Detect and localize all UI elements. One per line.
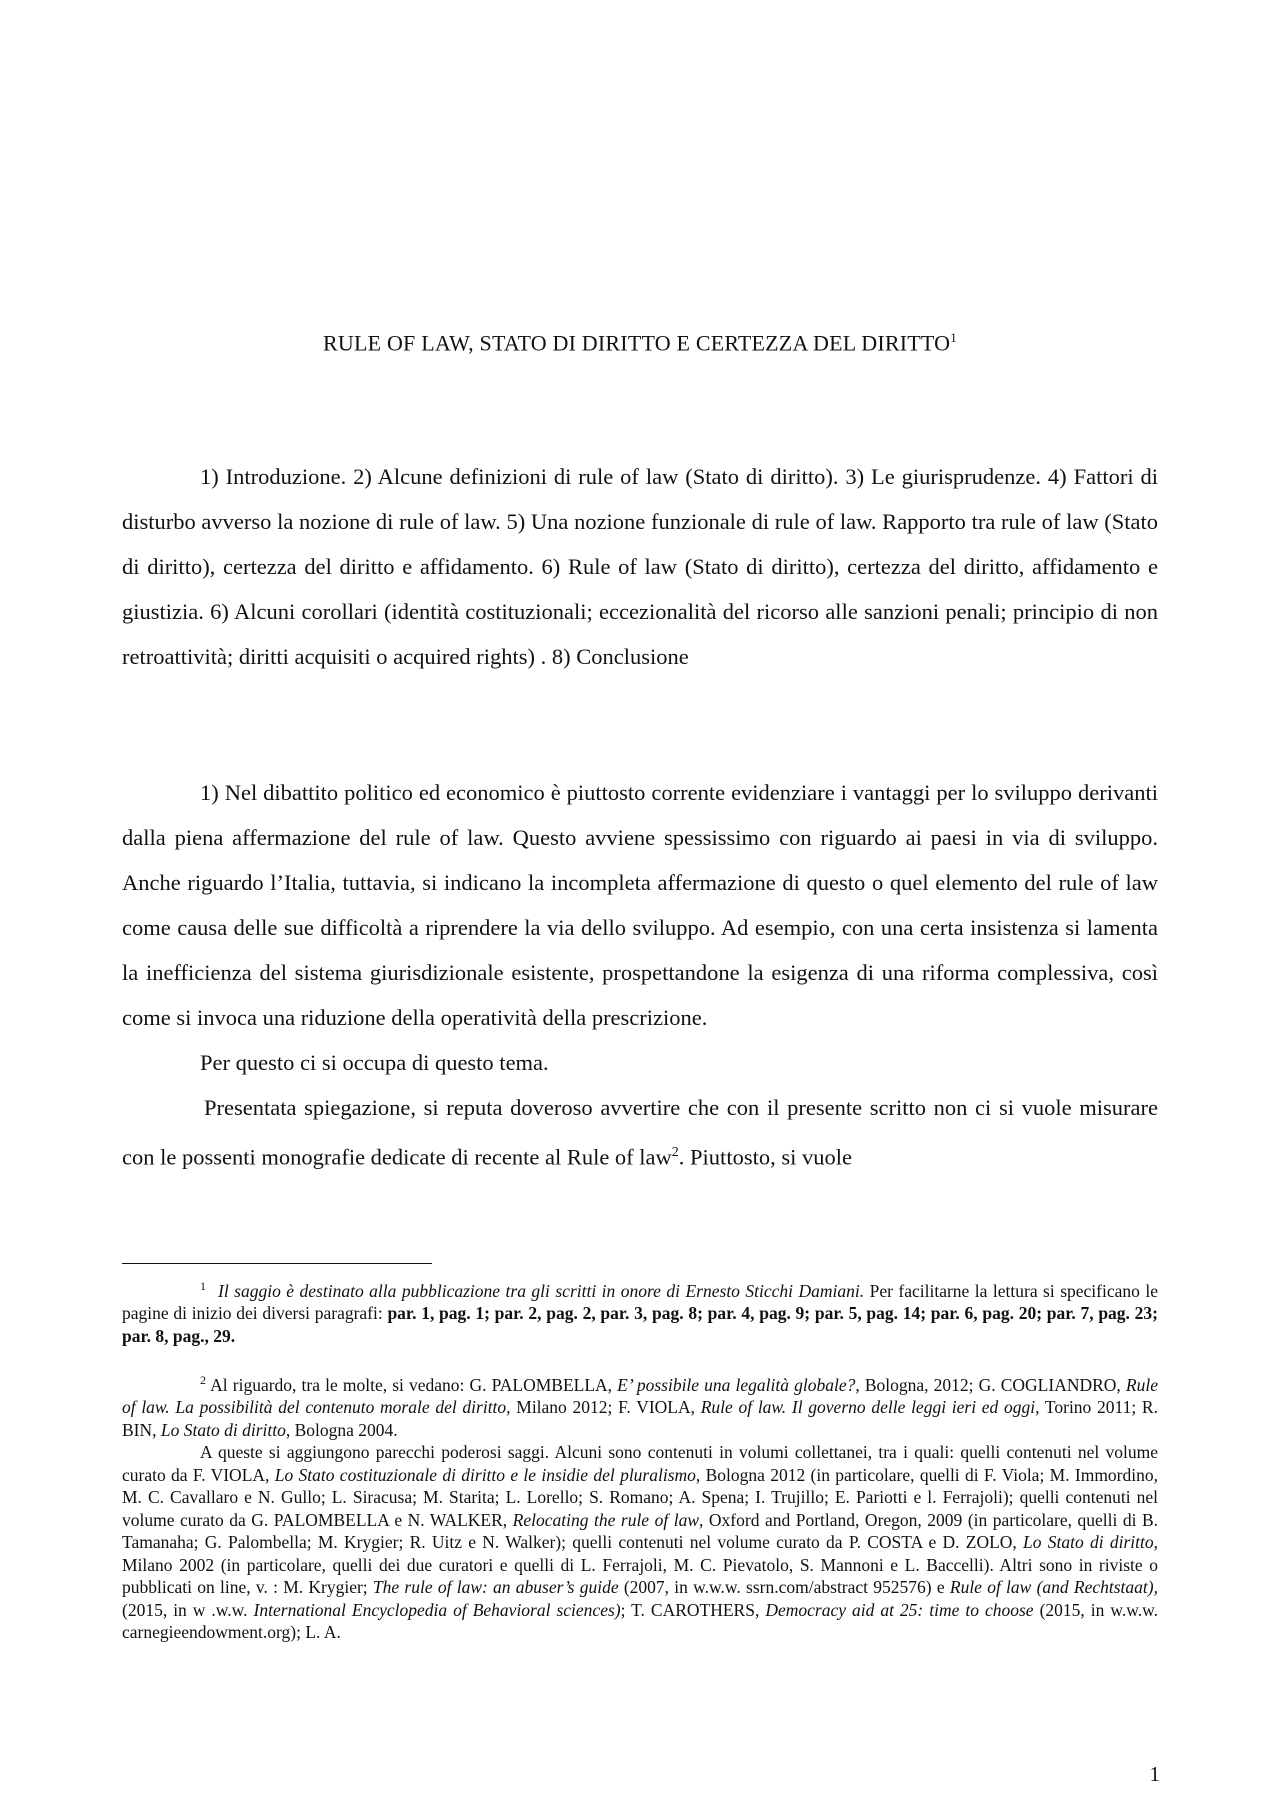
- fn2-title: International Encyclopedia of Behavioral sciences): [253, 1599, 621, 1620]
- footnote-1-text: Per facilitarne la lettura si specificano le pagine di inizio dei diversi paragrafi:: [122, 1280, 1158, 1324]
- fn2-title: Rule of law. La possibilità del contenuto morale del diritto,: [122, 1374, 1158, 1418]
- fn2-text: Milano 2002 (in particolare, quelli dei due curatori e quelli di L. Ferrajoli, M. C. Pievatolo, S. Mannoni e L. Baccelli). Altri sono in riviste o pubblicati on line, v. : M. Krygier;: [122, 1554, 1158, 1598]
- fn2-text: , Torino 2011; R. BIN,: [122, 1397, 1158, 1440]
- footnote-1-page-index: par. 1, pag. 1; par. 2, pag. 2, par. 3, pag. 8; par. 4, pag. 9; par. 5, pag. 14; par. 6, pag. 20; par. 7, pag. 23; par. 8, pag., 29.: [122, 1303, 1158, 1346]
- fn2-text: , Oxford and Portland, Oregon, 2009 (in particolare, quelli di B. Tamanaha; G. Palombella; M. Krygier; R. Uitz e N. Walker); quelli contenuti nel volume curato da P. COSTA e D. ZOLO,: [122, 1509, 1159, 1553]
- fn2-text: ; T. CAROTHERS,: [620, 1599, 766, 1620]
- fn2-text: , Bologna, 2012; G. COGLIANDRO,: [855, 1374, 1126, 1395]
- footnote-1-italic: Il saggio è destinato alla pubblicazione tra gli scritti in onore di Ernesto Sticchi Damiani.: [218, 1280, 865, 1301]
- document-title: [0, 330, 1280, 356]
- fn2-text: (2015, in w.w.w. carnegieendowment.org); L. A.: [122, 1599, 1158, 1643]
- footnote-1-mark: 1: [200, 1279, 206, 1293]
- paragraph-3: [122, 1085, 1158, 1180]
- summary-paragraph: 1) Introduzione. 2) Alcune definizioni di rule of law (Stato di diritto). 3) Le giurisprudenze. 4) Fattori di disturbo avverso la nozione di rule of law. 5) Una nozione funzionale di rule of law. Rapporto tra rule of law (Stato di diritto), certezza del diritto e affidamento. 6) Rule of law (Stato di diritto), certezza del diritto, affidamento e giustizia. 6) Alcuni corollari (identità costituzionali; eccezionalità del ricorso alle sanzioni penali; principio di non retroattività; diritti acquisiti o acquired rights) . 8) Conclusione: [122, 464, 1158, 669]
- fn2-text: , Bologna 2004.: [285, 1419, 398, 1440]
- fn2-title: Democracy aid at 25: time to choose: [765, 1599, 1034, 1620]
- fn2-text: Milano 2012; F. VIOLA,: [510, 1397, 701, 1418]
- fn2-title: Lo Stato costituzionale di diritto e le insidie del pluralismo: [274, 1464, 696, 1485]
- fn2-text: , Bologna 2012 (in particolare, quelli di F. Viola; M. Immordino, M. C. Cavallaro e N. Gullo; L. Siracusa; M. Starita; L. Lorello; S. Romano; A. Spena; I. Trujillo; E. Pariotti e l. Ferrajoli); quelli contenuti nel volume curato da G. PALOMBELLA e N. WALKER,: [122, 1464, 1159, 1530]
- table-of-contents-summary: [122, 454, 1158, 679]
- fn2-text: (2015, in w .w.w.: [122, 1599, 254, 1620]
- fn2-title: E’ possibile una legalità globale?: [617, 1374, 856, 1395]
- fn2-text: Al riguardo, tra le molte, si vedano: G. PALOMBELLA,: [210, 1374, 618, 1395]
- footnote-2-mark: 2: [200, 1373, 206, 1387]
- fn2-title: The rule of law: an abuser’s guide: [372, 1577, 619, 1598]
- paragraph-3-text: Presentata spiegazione, si reputa doveroso avvertire che con il presente scritto non ci si vuole misurare con le possenti monografie dedicate di recente al Rule of law: [122, 1095, 1158, 1170]
- fn2-title: Relocating the rule of law: [512, 1509, 700, 1530]
- fn2-text: A queste si aggiungono parecchi poderosi saggi. Alcuni sono contenuti in volumi collettanei, tra i quali: quelli contenuti nel volume curato da F. VIOLA,: [122, 1442, 1158, 1485]
- section-1-body: [122, 770, 1158, 1180]
- footnote-ref-1[interactable]: 1: [950, 330, 957, 345]
- page-number: 1: [1149, 1762, 1160, 1786]
- paragraph-1: 1) Nel dibattito politico ed economico è piuttosto corrente evidenziare i vantaggi per lo sviluppo derivanti dalla piena affermazione del rule of law. Questo avviene spessissimo con riguardo ai paesi in via di sviluppo. Anche riguardo l’Italia, tuttavia, si indicano la incompleta affermazione di questo o quel elemento del rule of law come causa delle sue difficoltà a riprendere la via dello sviluppo. Ad esempio, con una certa insistenza si lamenta la inefficienza del sistema giurisdizionale esistente, prospettandone la esigenza di una riforma complessiva, così come si invoca una riduzione della operatività della prescrizione.: [122, 780, 1158, 1030]
- paragraph-3-tail: . Piuttosto, si vuole: [678, 1144, 852, 1170]
- footnote-2: [122, 1369, 1158, 1644]
- footnote-1: [122, 1275, 1158, 1347]
- footnote-separator: [122, 1263, 432, 1264]
- fn2-text: (2007, in w.w.w. ssrn.com/abstract 952576) e: [618, 1577, 950, 1598]
- title-text: RULE OF LAW, STATO DI DIRITTO E CERTEZZA DEL DIRITTO: [323, 330, 951, 356]
- footnote-ref-2[interactable]: 2: [671, 1145, 679, 1160]
- fn2-title: Rule of law (and Rechtstaat),: [949, 1577, 1158, 1598]
- fn2-title: Lo Stato di diritto: [160, 1419, 286, 1440]
- fn2-title: Rule of law. Il governo delle leggi ieri ed oggi: [700, 1397, 1036, 1418]
- paragraph-2: Per questo ci si occupa di questo tema.: [200, 1050, 549, 1075]
- fn2-title: Lo Stato di diritto,: [1023, 1532, 1158, 1553]
